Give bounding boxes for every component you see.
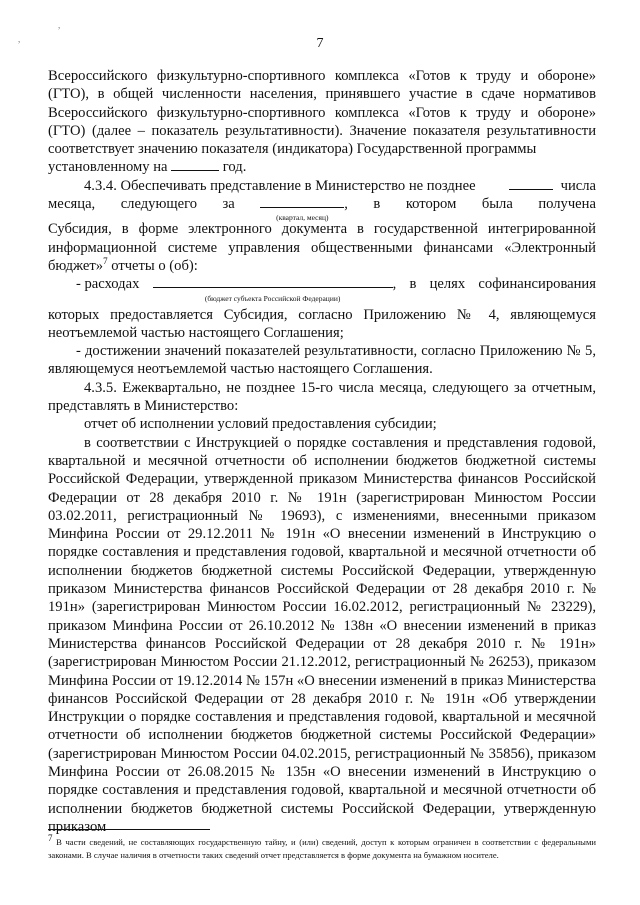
footnote-separator [48, 829, 210, 830]
footnote-ref: 7 [103, 256, 108, 267]
period-caption: (квартал, месяц) [276, 213, 329, 223]
footnote-mark: 7 [48, 833, 53, 844]
item-4-3-4-line1: 4.3.4. Обеспечивать представление в Министерство не позднее числа [84, 177, 596, 194]
expenses-line: - расходах (бюджет субъекта Российской Федерации) , в целях софинансирования [76, 276, 596, 303]
budget-blank [153, 275, 393, 303]
budget-caption: (бюджет субъекта Российской Федерации) [204, 293, 341, 303]
paragraph-gto-indicator-end: установленному на год. [48, 159, 247, 176]
year-blank [171, 158, 219, 171]
scan-mark: , [18, 34, 21, 44]
instruction-paragraph: в соответствии с Инструкцией о порядке составления и представления годовой, квартальной и месячной отчетности об исполнении бюджетов бюджетной системы Российской Федерации, утвержденной приказом Министерства финансов Российской Федерации от 28 декабря 2010 г. № 191н (зарегистрирован Минюстом России 03.02.2011, регистрационный № 19693), с изменениями, внесенными приказом Минфина России от 29.12.2011 № 191н «О внесении изменений в Инструкцию о порядке составления и представления годовой, квартальной и месячной отчетности об исполнении бюджетов бюджетной системы Российской Федерации, утвержденную приказом Министерства финансов Российской Федерации от 28 декабря 2010 г. № 191н» (зарегистрирован Минюстом России 16.02.2012, регистрационный № 23229), приказом Минфина России от 26.10.2012 № 138н «О внесении изменений в приказ Министерства финансов Российской Федерации от 28 декабря 2010 г. № 191н» (зарегистрирован Минюстом России 21.12.2012, регистрационный № 26253), приказом Минфина России от 19.12.2014 № 157н «О внесении изменений в приказ Министерства финансов Российской Федерации от 28 декабря 2010 г. № 191н «Об утверждении Инструкции о порядке составления и представления годовой, квартальной и месячной отчетности об исполнении бюджетов бюджетной системы Российской Федерации» (зарегистрирован Минюстом России 04.02.2015, регистрационный № 35856), приказом Минфина России от 26.08.2015 № 135н «О внесении изменений в Инструкцию о порядке составления и представления годовой, квартальной и месячной отчетности об исполнении бюджетов бюджетной системы Российской Федерации, утвержденную приказом [48, 434, 596, 835]
scan-mark: , [58, 20, 61, 30]
paragraph-gto-indicator: Всероссийского физкультурно-спортивного комплекса «Готов к труду и обороне» (ГТО), в общей численности населения, принявшего участие в сдаче нормативов Всероссийского физкультурно-спортивного комплекса «Готов к труду и обороне» (ГТО) (далее – показатель результативности). Значение показателя результативности соответствует значению показателя (индикатора) Государственной программы [48, 68, 596, 158]
item-4-3-4-line2: месяца, следующего за (квартал, месяц) , в котором была получена [48, 196, 596, 223]
page-number: 7 [316, 36, 324, 51]
day-blank [509, 177, 553, 190]
footnote: $^7$ В части сведений, не составляющих государственную тайну, и (или) сведений, доступ к которым ограничен в соответствии с федеральными законами. В случае наличия в отчетности таких сведений отчет представляется в форме документа на бумажном носителе. [48, 833, 596, 860]
expenses-continuation: которых предоставляется Субсидия, согласно Приложению № 4, являющемуся неотъемлемой частью настоящего Соглашения; [48, 306, 596, 341]
achievement-item: - достижении значений показателей результативности, согласно Приложению № 5, являющемуся неотъемлемой частью настоящего Соглашения. [48, 343, 596, 378]
period-blank [260, 195, 344, 223]
document-body [48, 67, 596, 836]
item-4-3-4-text: Субсидия, в форме электронного документа в государственной интегрированной информационной системе управления общественными финансами «Электронный бюджет»$^7$ отчеты о (об): [48, 221, 596, 274]
item-4-3-5: 4.3.5. Ежеквартально, не позднее 15-го числа месяца, следующего за отчетным, представлять в Министерство: [48, 379, 596, 415]
report-conditions-item: отчет об исполнении условий предоставления субсидии; [84, 416, 437, 433]
